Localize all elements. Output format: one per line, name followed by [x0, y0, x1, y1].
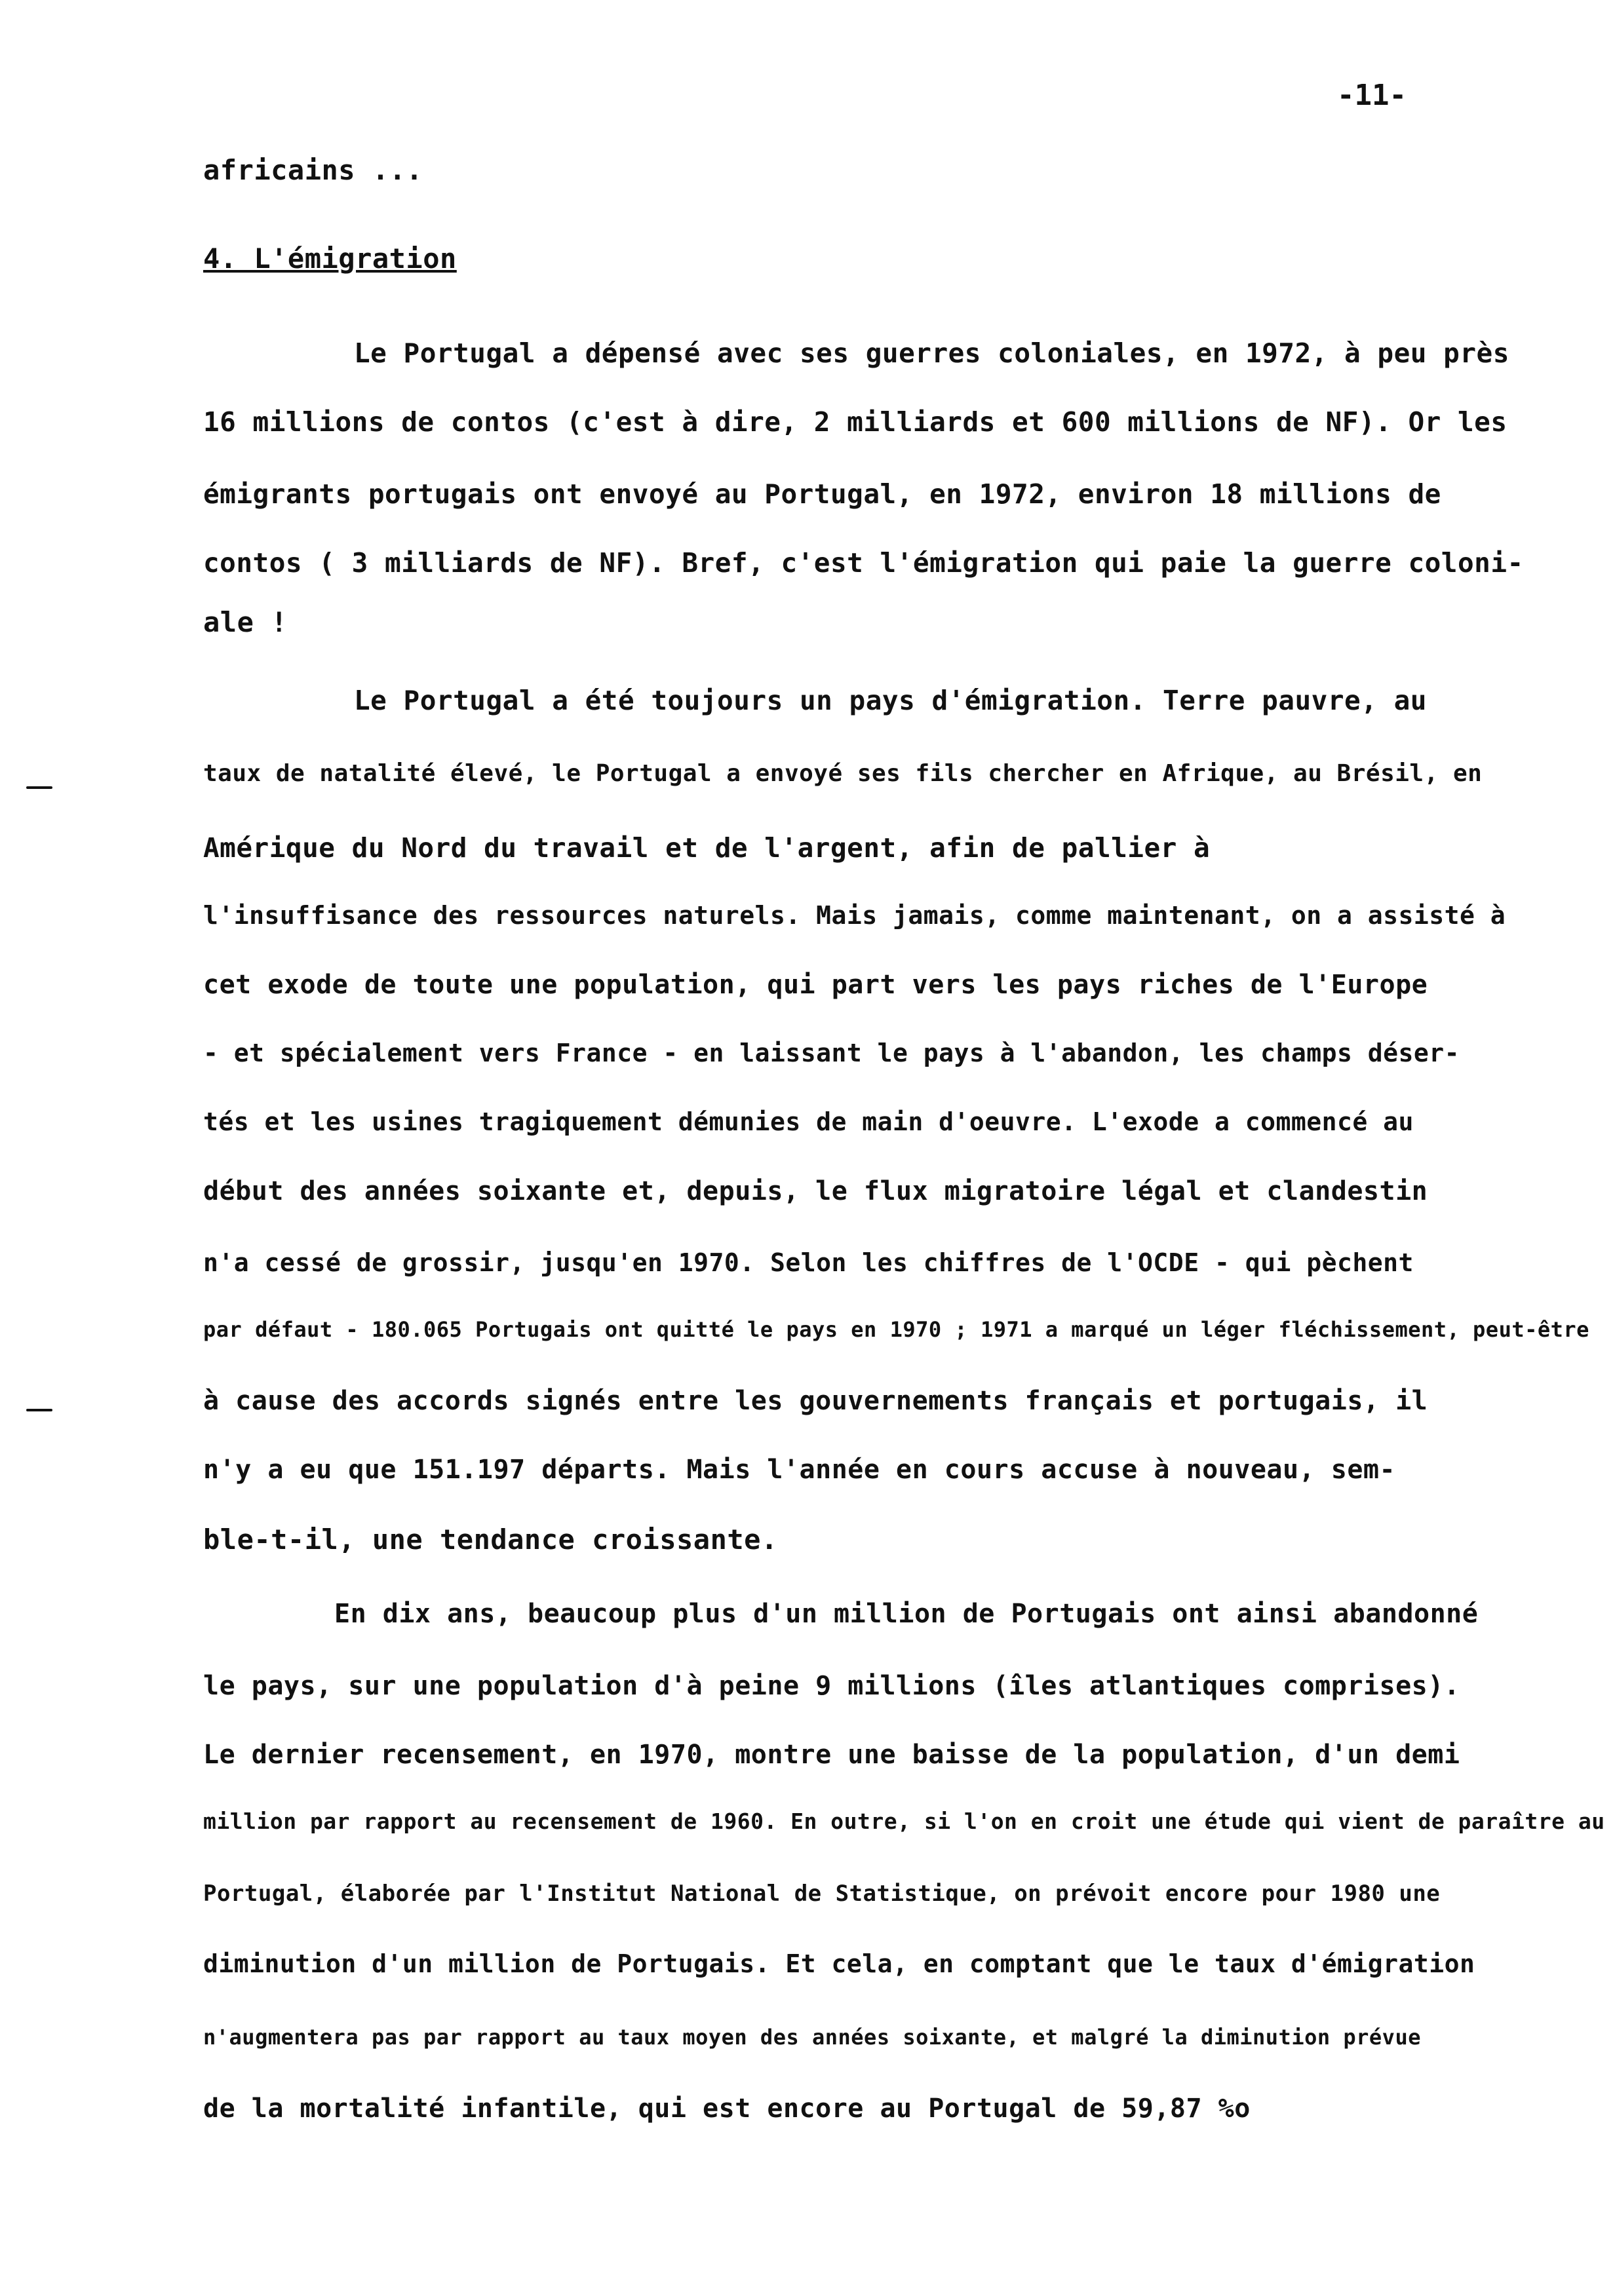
text-line: par défaut - 180.065 Portugais ont quitté le pays en 1970 ; 1971 a marqué un léger fléchissement, peut-être — [203, 1317, 1589, 1342]
text-line: Portugal, élaborée par l'Institut National de Statistique, on prévoit encore pour 1980 une — [203, 1881, 1441, 1907]
punch-mark — [26, 1409, 52, 1411]
section-heading: 4. L'émigration — [203, 242, 457, 275]
text-line: tés et les usines tragiquement démunies de main d'oeuvre. L'exode a commencé au — [203, 1107, 1414, 1136]
text-line: ble-t-il, une tendance croissante. — [203, 1523, 778, 1556]
text-line: Le dernier recensement, en 1970, montre une baisse de la population, d'un demi — [203, 1740, 1460, 1770]
text-line: cet exode de toute une population, qui part vers les pays riches de l'Europe — [203, 970, 1428, 1000]
text-line: n'y a eu que 151.197 départs. Mais l'année en cours accuse à nouveau, sem- — [203, 1455, 1396, 1485]
text-line: - et spécialement vers France - en laissant le pays à l'abandon, les champs déser- — [203, 1039, 1460, 1067]
text-line: taux de natalité élevé, le Portugal a envoyé ses fils chercher en Afrique, au Brésil, en — [203, 760, 1483, 787]
page-number: -11- — [1337, 79, 1407, 112]
text-line: émigrants portugais ont envoyé au Portugal, en 1972, environ 18 millions de — [203, 478, 1441, 510]
text-line: Amérique du Nord du travail et de l'argent, afin de pallier à — [203, 832, 1211, 864]
text-line: contos ( 3 milliards de NF). Bref, c'est l'émigration qui paie la guerre coloni- — [203, 547, 1524, 579]
text-line: africains ... — [203, 154, 423, 186]
text-line: début des années soixante et, depuis, le flux migratoire légal et clandestin — [203, 1176, 1428, 1206]
text-line: Le Portugal a dépensé avec ses guerres coloniales, en 1972, à peu près — [354, 337, 1509, 369]
text-line: 16 millions de contos (c'est à dire, 2 milliards et 600 millions de NF). Or les — [203, 406, 1508, 438]
text-line: à cause des accords signés entre les gouvernements français et portugais, il — [203, 1386, 1428, 1416]
text-line: de la mortalité infantile, qui est encore au Portugal de 59,87 %o — [203, 2094, 1251, 2124]
text-line: n'a cessé de grossir, jusqu'en 1970. Selon les chiffres de l'OCDE - qui pèchent — [203, 1248, 1414, 1277]
text-line: n'augmentera pas par rapport au taux moyen des années soixante, et malgré la diminution prévue — [203, 2025, 1421, 2050]
text-line: diminution d'un million de Portugais. Et cela, en comptant que le taux d'émigration — [203, 1949, 1475, 1978]
text-line: En dix ans, beaucoup plus d'un million de Portugais ont ainsi abandonné — [334, 1599, 1479, 1629]
text-line: Le Portugal a été toujours un pays d'émigration. Terre pauvre, au — [354, 685, 1427, 716]
text-line: le pays, sur une population d'à peine 9 millions (îles atlantiques comprises). — [203, 1671, 1460, 1701]
punch-mark — [26, 786, 52, 789]
text-line: ale ! — [203, 606, 288, 638]
text-line: million par rapport au recensement de 1960. En outre, si l'on en croit une étude qui vient de paraître au — [203, 1808, 1605, 1834]
text-line: l'insuffisance des ressources naturels. Mais jamais, comme maintenant, on a assisté à — [203, 901, 1506, 930]
